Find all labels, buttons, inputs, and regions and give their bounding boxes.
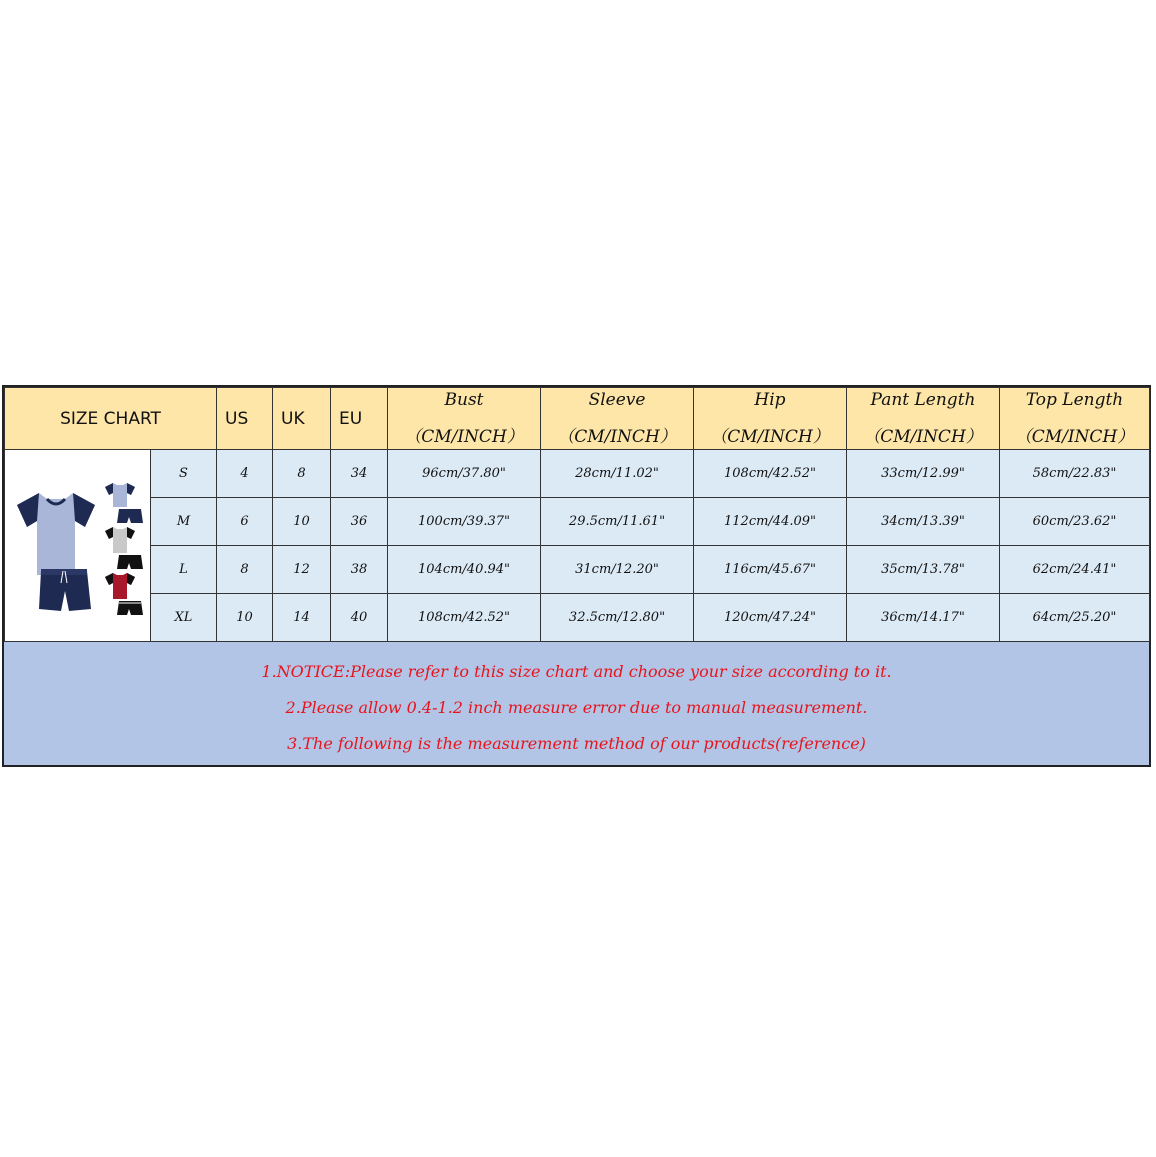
header-bust-unit: （CM/INCH） (404, 427, 524, 447)
pant-length-value: 35cm/13.78" (847, 546, 1000, 594)
notice-line-3: 3.The following is the measurement method of our products(reference) (287, 734, 866, 753)
size-label: L (151, 546, 217, 594)
header-bust (388, 388, 541, 450)
size-chart-title: SIZE CHART (5, 388, 217, 450)
table-row (5, 546, 1150, 594)
header-pant-length (847, 388, 1000, 450)
header-top-length (1000, 388, 1150, 450)
header-top-length-unit: （CM/INCH） (1014, 427, 1135, 447)
notice-line-1: 1.NOTICE:Please refer to this size chart and choose your size according to it. (261, 662, 892, 681)
size-chart (2, 385, 1151, 767)
header-row (5, 388, 1150, 450)
size-eu: 36 (331, 498, 388, 546)
table-row (5, 450, 1150, 498)
pant-length-value: 36cm/14.17" (847, 594, 1000, 642)
size-uk: 10 (273, 498, 331, 546)
header-eu: EU (331, 388, 388, 450)
size-eu: 34 (331, 450, 388, 498)
pant-length-value: 33cm/12.99" (847, 450, 1000, 498)
size-us: 8 (217, 546, 273, 594)
sleeve-value: 32.5cm/12.80" (541, 594, 694, 642)
hip-value: 116cm/45.67" (694, 546, 847, 594)
size-uk: 14 (273, 594, 331, 642)
header-sleeve-unit: （CM/INCH） (557, 427, 677, 447)
product-image (5, 450, 151, 642)
notice-panel (4, 641, 1149, 765)
size-label: XL (151, 594, 217, 642)
table-row (5, 594, 1150, 642)
hip-value: 120cm/47.24" (694, 594, 847, 642)
header-hip-label: Hip (754, 390, 786, 410)
header-us: US (217, 388, 273, 450)
top-length-value: 58cm/22.83" (1000, 450, 1150, 498)
header-sleeve (541, 388, 694, 450)
table-row (5, 498, 1150, 546)
size-uk: 8 (273, 450, 331, 498)
size-us: 10 (217, 594, 273, 642)
sleeve-value: 31cm/12.20" (541, 546, 694, 594)
sleeve-value: 29.5cm/11.61" (541, 498, 694, 546)
sleeve-value: 28cm/11.02" (541, 450, 694, 498)
header-sleeve-label: Sleeve (588, 390, 646, 410)
size-us: 6 (217, 498, 273, 546)
hip-value: 108cm/42.52" (694, 450, 847, 498)
header-pant-length-label: Pant Length (870, 390, 976, 410)
size-label: S (151, 450, 217, 498)
bust-value: 104cm/40.94" (388, 546, 541, 594)
top-length-value: 64cm/25.20" (1000, 594, 1150, 642)
header-hip-unit: （CM/INCH） (710, 427, 830, 447)
size-us: 4 (217, 450, 273, 498)
bust-value: 100cm/39.37" (388, 498, 541, 546)
top-length-value: 60cm/23.62" (1000, 498, 1150, 546)
header-pant-length-unit: （CM/INCH） (863, 427, 983, 447)
pant-length-value: 34cm/13.39" (847, 498, 1000, 546)
pajama-set-icon (5, 451, 149, 641)
hip-value: 112cm/44.09" (694, 498, 847, 546)
header-uk: UK (273, 388, 331, 450)
top-length-value: 62cm/24.41" (1000, 546, 1150, 594)
bust-value: 96cm/37.80" (388, 450, 541, 498)
header-top-length-label: Top Length (1025, 390, 1124, 410)
bust-value: 108cm/42.52" (388, 594, 541, 642)
header-hip (694, 388, 847, 450)
notice-line-2: 2.Please allow 0.4-1.2 inch measure error due to manual measurement. (285, 698, 868, 717)
size-label: M (151, 498, 217, 546)
size-eu: 40 (331, 594, 388, 642)
size-table (4, 387, 1150, 642)
size-eu: 38 (331, 546, 388, 594)
size-uk: 12 (273, 546, 331, 594)
header-bust-label: Bust (444, 390, 484, 410)
